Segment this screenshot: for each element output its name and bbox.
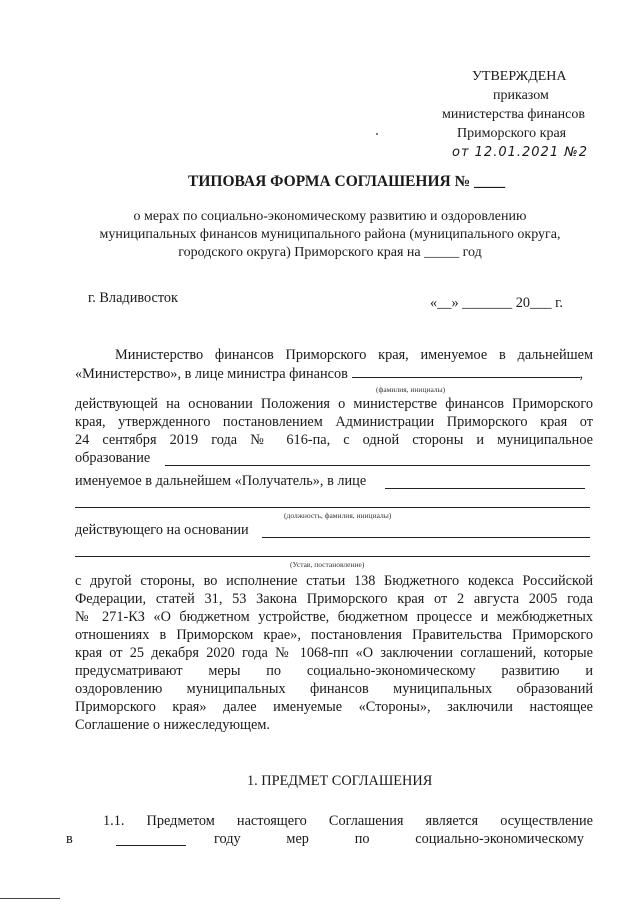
para1-line-2-text: «Министерство», в лице министра финансов bbox=[75, 366, 348, 382]
blank-year[interactable] bbox=[116, 845, 186, 846]
note-position-name: (должность, фамилия, инициалы) bbox=[284, 511, 392, 520]
para1-line-11: № 271-КЗ «О бюджетном устройстве, бюджетном процессе и межбюджетных bbox=[75, 609, 593, 625]
blank-minister-name[interactable] bbox=[352, 365, 580, 378]
place-city: г. Владивосток bbox=[88, 290, 178, 306]
scan-edge-line bbox=[0, 898, 60, 899]
note-name-initials: (фамилия, инициалы) bbox=[376, 385, 446, 394]
date-field: «__» _______ 20___ г. bbox=[430, 295, 563, 311]
para1-line-17: Соглашение о нижеследующем. bbox=[75, 717, 271, 733]
para1-line-13: края от 25 декабря 2020 года № 1068-пп «О заключении соглашений, которые bbox=[75, 645, 593, 661]
note-charter: (Устав, постановление) bbox=[290, 560, 365, 569]
para1-line-9: с другой стороны, во исполнение статьи 138 Бюджетного кодекса Российской bbox=[75, 573, 593, 589]
scan-speck bbox=[376, 133, 378, 135]
blank-municipality[interactable] bbox=[165, 465, 590, 466]
section-1-para-line-2a: в bbox=[66, 831, 73, 847]
approval-line-4: Приморского края bbox=[457, 126, 567, 141]
blank-basis-2[interactable] bbox=[75, 556, 590, 557]
para1-line-1: Министерство финансов Приморского края, именуемое в дальнейшем bbox=[115, 347, 593, 363]
approval-line-1: УТВЕРЖДЕНА bbox=[472, 69, 567, 84]
para1-line-14: предусматривают меры по социально-экономическому развитию и bbox=[75, 663, 593, 679]
para1-line-5: 24 сентября 2019 года № 616-па, с одной стороны и муниципальное bbox=[75, 432, 593, 448]
para1-line-12: отношениях в Приморском крае», постановления Правительства Приморского bbox=[75, 627, 593, 643]
blank-recipient-rep[interactable] bbox=[385, 488, 585, 489]
para1-line-2-tail: , bbox=[579, 366, 584, 382]
para1-line-6: образование bbox=[75, 450, 151, 466]
para1-line-3: действующей на основании Положения о министерстве финансов Приморского bbox=[75, 396, 593, 412]
para1-line-10: Федерации, статей 31, 53 Закона Приморского края от 2 августа 2005 года bbox=[75, 591, 593, 607]
para1-line-8: действующего на основании bbox=[75, 522, 249, 538]
subtitle-line-2: муниципальных финансов муниципального района (муниципального округа, bbox=[99, 227, 561, 242]
approval-line-2: приказом bbox=[493, 88, 549, 103]
blank-basis[interactable] bbox=[262, 537, 590, 538]
para1-line-7: именуемое в дальнейшем «Получатель», в лице bbox=[75, 473, 367, 489]
subtitle-line-3: городского округа) Приморского края на _____ год bbox=[178, 245, 482, 260]
approval-line-3: министерства финансов bbox=[442, 107, 585, 122]
document-title: ТИПОВАЯ ФОРМА СОГЛАШЕНИЯ № ____ bbox=[188, 173, 506, 190]
blank-recipient-rep-2[interactable] bbox=[75, 507, 590, 508]
handwritten-approval-date: от 12.01.2021 №2 bbox=[452, 145, 589, 160]
subtitle-line-1: о мерах по социально-экономическому развитию и оздоровлению bbox=[133, 209, 527, 224]
section-1-para-line-2b: году мер по социально-экономическому bbox=[214, 831, 584, 847]
para1-line-2 bbox=[75, 365, 583, 384]
para1-line-4: края, утвержденного постановлением Администрации Приморского края от bbox=[75, 414, 593, 430]
para1-line-15: оздоровлению муниципальных финансов муниципальных образований bbox=[75, 681, 593, 697]
section-1-para-line-1: 1.1. Предметом настоящего Соглашения является осуществление bbox=[103, 813, 593, 829]
para1-line-16: Приморского края» далее именуемые «Стороны», заключили настоящее bbox=[75, 699, 593, 715]
section-1-heading: 1. ПРЕДМЕТ СОГЛАШЕНИЯ bbox=[247, 773, 433, 789]
